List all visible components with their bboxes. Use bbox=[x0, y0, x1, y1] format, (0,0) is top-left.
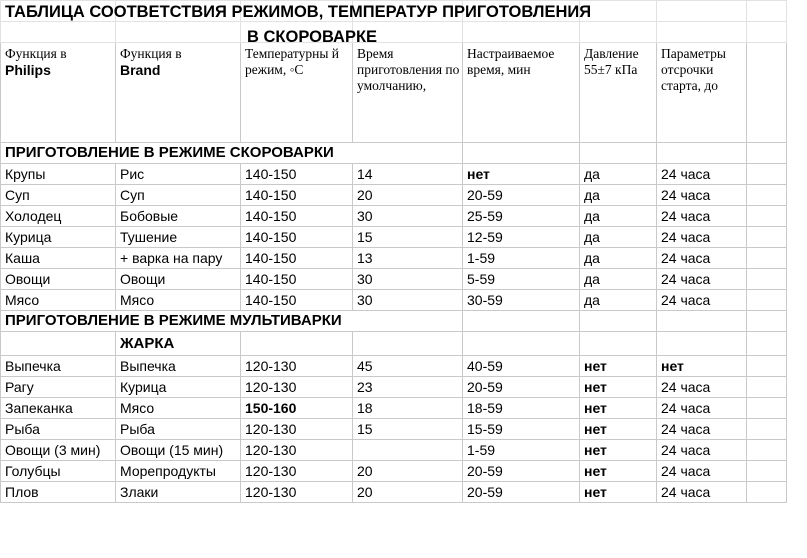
table-cell: 140-150 bbox=[241, 206, 353, 227]
header-adjustable-time: Настраиваемое время, мин bbox=[463, 43, 580, 143]
table-row bbox=[1, 440, 787, 461]
table-cell: Каша bbox=[1, 248, 116, 269]
table-cell: 18 bbox=[353, 398, 463, 419]
section-row bbox=[1, 143, 787, 164]
header-philips: Функция в Philips bbox=[1, 43, 116, 143]
table-cell: 40-59 bbox=[463, 356, 580, 377]
table-cell: 12-59 bbox=[463, 227, 580, 248]
table-cell: да bbox=[580, 269, 657, 290]
table-cell: 24 часа bbox=[657, 461, 747, 482]
table-cell: 5-59 bbox=[463, 269, 580, 290]
table-cell: 30 bbox=[353, 290, 463, 311]
table-cell: нет bbox=[580, 398, 657, 419]
table-cell: Рис bbox=[116, 164, 241, 185]
table-cell: 45 bbox=[353, 356, 463, 377]
subsection-title: ЖАРКА bbox=[116, 332, 241, 356]
table-cell: нет bbox=[580, 356, 657, 377]
table-cell: нет bbox=[657, 356, 747, 377]
table-cell: Овощи bbox=[116, 269, 241, 290]
table-cell bbox=[353, 440, 463, 461]
table-cell: нет bbox=[580, 377, 657, 398]
table-cell: да bbox=[580, 185, 657, 206]
table-cell: 24 часа bbox=[657, 290, 747, 311]
table-cell: Рыба bbox=[1, 419, 116, 440]
table-cell: 140-150 bbox=[241, 185, 353, 206]
header-pressure: Давление 55±7 кПа bbox=[580, 43, 657, 143]
table-cell: Запеканка bbox=[1, 398, 116, 419]
table-cell: нет bbox=[580, 419, 657, 440]
table-cell: 20 bbox=[353, 185, 463, 206]
table-cell: Злаки bbox=[116, 482, 241, 503]
table-cell: 120-130 bbox=[241, 356, 353, 377]
table-cell: Морепродукты bbox=[116, 461, 241, 482]
table-cell: 24 часа bbox=[657, 164, 747, 185]
table-cell: Выпечка bbox=[1, 356, 116, 377]
table-cell: Плов bbox=[1, 482, 116, 503]
table-cell: 25-59 bbox=[463, 206, 580, 227]
table-cell: Холодец bbox=[1, 206, 116, 227]
section-row bbox=[1, 311, 787, 332]
table-cell: 20-59 bbox=[463, 461, 580, 482]
table-cell: Курица bbox=[1, 227, 116, 248]
header-default-time: Время приготовления по умолчанию, bbox=[353, 43, 463, 143]
table-cell: 24 часа bbox=[657, 185, 747, 206]
table-row bbox=[1, 461, 787, 482]
table-cell: 20 bbox=[353, 482, 463, 503]
table-cell: нет bbox=[463, 164, 580, 185]
table-cell: 120-130 bbox=[241, 440, 353, 461]
table-cell: 120-130 bbox=[241, 419, 353, 440]
header-delay-start: Параметры отсрочки старта, до bbox=[657, 43, 747, 143]
table-cell: да bbox=[580, 164, 657, 185]
table-cell: 24 часа bbox=[657, 248, 747, 269]
table-cell: 15 bbox=[353, 227, 463, 248]
table-row bbox=[1, 164, 787, 185]
table-cell: 24 часа bbox=[657, 398, 747, 419]
header-temperature: Температурны й режим, ◦С bbox=[241, 43, 353, 143]
table-cell: 140-150 bbox=[241, 164, 353, 185]
table-cell: нет bbox=[580, 440, 657, 461]
table-cell: Рагу bbox=[1, 377, 116, 398]
table-cell: 24 часа bbox=[657, 227, 747, 248]
table-cell: да bbox=[580, 227, 657, 248]
table-cell: 120-130 bbox=[241, 482, 353, 503]
table-row bbox=[1, 398, 787, 419]
header-brand: Функция в Brand bbox=[116, 43, 241, 143]
table-cell: 23 bbox=[353, 377, 463, 398]
table-cell: Выпечка bbox=[116, 356, 241, 377]
table-cell: нет bbox=[580, 461, 657, 482]
table-cell: 24 часа bbox=[657, 269, 747, 290]
table-cell: 1-59 bbox=[463, 248, 580, 269]
table-cell: 24 часа bbox=[657, 440, 747, 461]
table-cell: Мясо bbox=[116, 290, 241, 311]
table-row bbox=[1, 185, 787, 206]
table-cell: 24 часа bbox=[657, 206, 747, 227]
table-cell: 140-150 bbox=[241, 269, 353, 290]
table-cell: Овощи bbox=[1, 269, 116, 290]
table-cell: 24 часа bbox=[657, 419, 747, 440]
table-cell: да bbox=[580, 248, 657, 269]
table-row bbox=[1, 206, 787, 227]
table-cell: 13 bbox=[353, 248, 463, 269]
table-row bbox=[1, 227, 787, 248]
table-row bbox=[1, 377, 787, 398]
table-cell: 20-59 bbox=[463, 185, 580, 206]
table-cell: нет bbox=[580, 482, 657, 503]
table-cell: Тушение bbox=[116, 227, 241, 248]
table-cell: 24 часа bbox=[657, 377, 747, 398]
table-cell: 140-150 bbox=[241, 227, 353, 248]
table-row bbox=[1, 356, 787, 377]
table-cell: + варка на пару bbox=[116, 248, 241, 269]
table-cell: Овощи (15 мин) bbox=[116, 440, 241, 461]
table-cell: 24 часа bbox=[657, 482, 747, 503]
table-row bbox=[1, 482, 787, 503]
table-cell: да bbox=[580, 206, 657, 227]
table-cell: 140-150 bbox=[241, 248, 353, 269]
table-cell: 14 bbox=[353, 164, 463, 185]
table-cell: 150-160 bbox=[241, 398, 353, 419]
section-title-multi: ПРИГОТОВЛЕНИЕ В РЕЖИМЕ МУЛЬТИВАРКИ bbox=[1, 311, 463, 332]
table-cell: Курица bbox=[116, 377, 241, 398]
table-row bbox=[1, 419, 787, 440]
table-cell: Мясо bbox=[1, 290, 116, 311]
table-cell: Суп bbox=[116, 185, 241, 206]
title-line-1: ТАБЛИЦА СООТВЕТСТВИЯ РЕЖИМОВ, ТЕМПЕРАТУР ПРИГОТОВЛЕНИЯ bbox=[5, 3, 592, 21]
table-cell: Голубцы bbox=[1, 461, 116, 482]
table-row bbox=[1, 290, 787, 311]
table-cell: 20-59 bbox=[463, 377, 580, 398]
table-cell: 140-150 bbox=[241, 290, 353, 311]
table-cell: 15 bbox=[353, 419, 463, 440]
table-cell: 30-59 bbox=[463, 290, 580, 311]
table-cell: 20 bbox=[353, 461, 463, 482]
table-cell: 18-59 bbox=[463, 398, 580, 419]
table-cell: Мясо bbox=[116, 398, 241, 419]
title-line-2: В СКОРОВАРКЕ bbox=[247, 28, 378, 46]
subsection-row bbox=[1, 332, 787, 356]
table-cell: Бобовые bbox=[116, 206, 241, 227]
table-cell: 30 bbox=[353, 206, 463, 227]
table-cell: Крупы bbox=[1, 164, 116, 185]
table-row bbox=[1, 248, 787, 269]
table-cell: Рыба bbox=[116, 419, 241, 440]
header-row bbox=[1, 43, 787, 143]
table-cell: Овощи (3 мин) bbox=[1, 440, 116, 461]
table-cell: 120-130 bbox=[241, 461, 353, 482]
section-title-pressure: ПРИГОТОВЛЕНИЕ В РЕЖИМЕ СКОРОВАРКИ bbox=[1, 143, 463, 164]
table-cell: 120-130 bbox=[241, 377, 353, 398]
table-row bbox=[1, 269, 787, 290]
table-cell: 1-59 bbox=[463, 440, 580, 461]
table-cell: да bbox=[580, 290, 657, 311]
table-cell: Суп bbox=[1, 185, 116, 206]
table-cell: 15-59 bbox=[463, 419, 580, 440]
table-cell: 30 bbox=[353, 269, 463, 290]
table-cell: 20-59 bbox=[463, 482, 580, 503]
